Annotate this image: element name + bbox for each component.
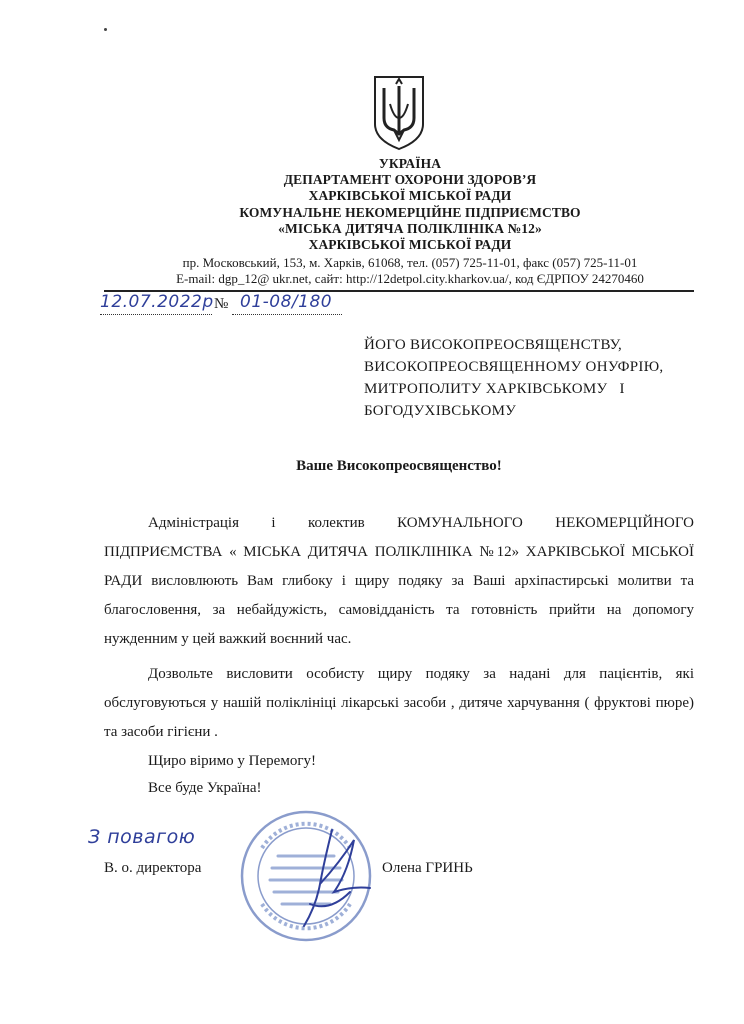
addressee-line-1: ЙОГО ВИСОКОПРЕОСВЯЩЕНСТВУ, xyxy=(364,337,623,353)
signatory-name: Олена ГРИНЬ xyxy=(382,860,473,876)
trident-emblem-icon xyxy=(372,74,426,152)
letterhead-address: пр. Московський, 153, м. Харків, 61068, тел. (057) 725-11-01, факс (057) 725-11-01 xyxy=(182,255,638,270)
letterhead-department: ДЕПАРТАМЕНТ ОХОРОНИ ЗДОРОВ’Я xyxy=(283,172,537,187)
handwritten-regards: З повагою xyxy=(88,826,196,848)
addressee-line-2: ВИСОКОПРЕОСВЯЩЕННОМУ ОНУФРІЮ, xyxy=(364,359,664,375)
body-paragraph-1 xyxy=(104,509,694,654)
body-paragraph-1-text: Адміністрація і колектив КОМУНАЛЬНОГО НЕКОМЕРЦІЙНОГО ПІДПРИЄМСТВА « МІСЬКА ДИТЯЧА ПОЛІКЛІНІКА №12» ХАРКІВСЬКОЇ МІСЬКОЇ РАДИ висловлюють Вам глибоку і щиру подяку за Ваші архіпастирські молитви та благословення, за небайдужість, самовідданість та готовність прийти на допомогу нужденним у цей важкий воєнний час. xyxy=(104,515,694,647)
signatory-position: В. о. директора xyxy=(104,860,202,876)
reference-date-line xyxy=(100,314,212,315)
addressee-line-4: БОГОДУХІВСЬКОМУ xyxy=(364,403,517,419)
closing-line-1: Щиро віримо у Перемогу! xyxy=(148,753,316,769)
letterhead-contacts: E-mail: dgp_12@ ukr.net, сайт: http://12detpol.city.kharkov.ua/, код ЄДРПОУ 24270460 xyxy=(176,271,644,286)
salutation: Ваше Високопреосвященство! xyxy=(296,458,502,474)
signature-scribble-icon xyxy=(290,822,380,932)
reference-number: 01-08/180 xyxy=(240,292,333,312)
body-paragraph-2 xyxy=(104,660,694,747)
letterhead-org-name: «МІСЬКА ДИТЯЧА ПОЛІКЛІНІКА №12» xyxy=(278,221,542,236)
letterhead-org-type: КОМУНАЛЬНЕ НЕКОМЕРЦІЙНЕ ПІДПРИЄМСТВО xyxy=(239,205,581,220)
letterhead-org-council: ХАРКІВСЬКОЇ МІСЬКОЇ РАДИ xyxy=(308,237,512,252)
letterhead-country: УКРАЇНА xyxy=(378,156,442,171)
reference-date: 12.07.2022р xyxy=(100,292,214,312)
reference-number-label: № xyxy=(214,296,229,312)
scan-speck xyxy=(104,28,107,31)
addressee-line-3: МИТРОПОЛИТУ ХАРКІВСЬКОМУ І xyxy=(364,381,625,397)
reference-number-line xyxy=(232,314,342,315)
body-paragraph-2-text: Дозвольте висловити особисту щиру подяку за надані для пацієнтів, які обслуговуються у нашій поліклініці лікарські засоби , дитяче харчування ( фруктові пюре) та засоби гігієни . xyxy=(104,666,694,740)
closing-line-2: Все буде Україна! xyxy=(148,780,262,796)
letterhead-council: ХАРКІВСЬКОЇ МІСЬКОЇ РАДИ xyxy=(308,188,512,203)
